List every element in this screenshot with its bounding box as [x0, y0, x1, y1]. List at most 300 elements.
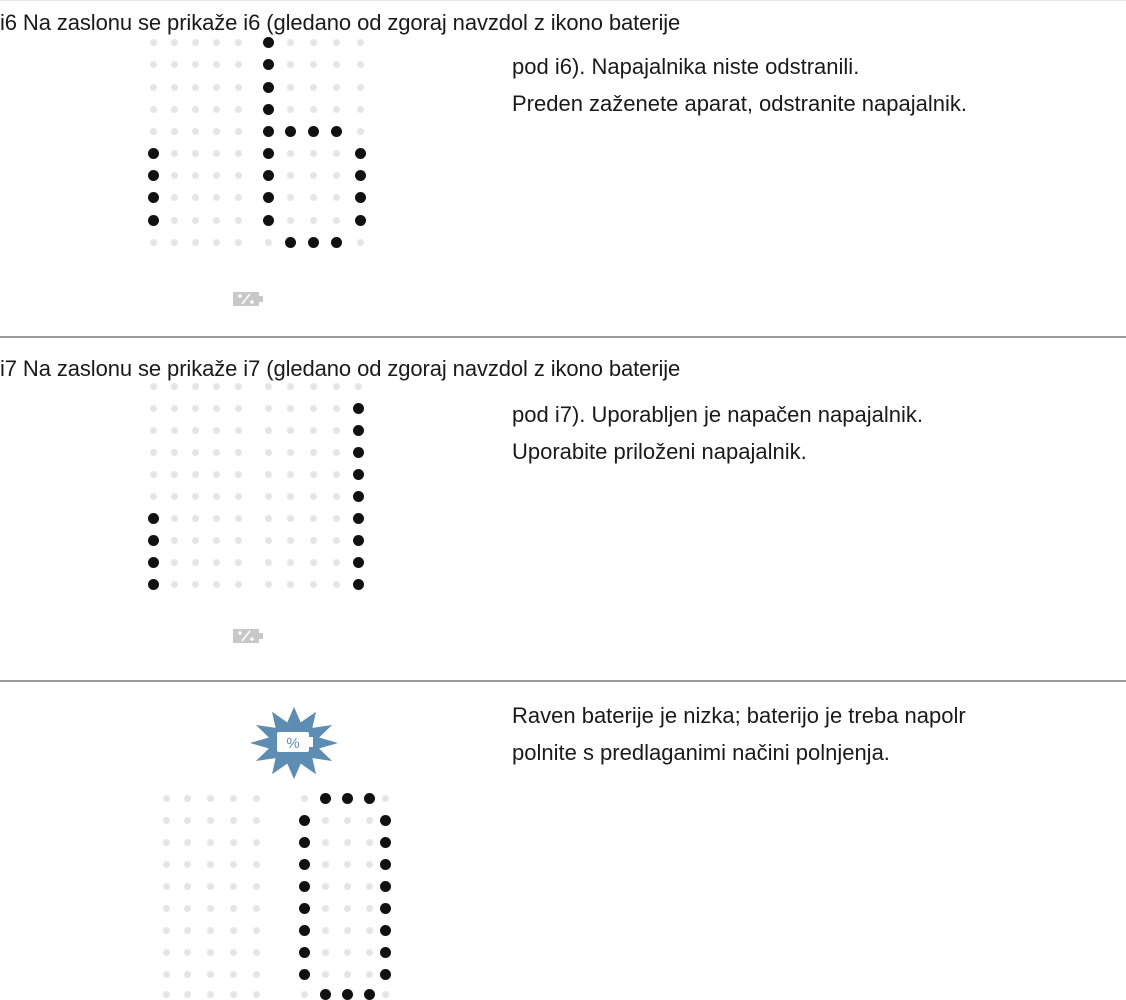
section-heading: i7 Na zaslonu se prikaže i7 (gledano od zgoraj navzdol z ikono baterije [0, 356, 681, 381]
battery-warning-icon [233, 629, 263, 643]
display-dot-lit [380, 947, 391, 958]
display-dot-unlit [366, 927, 373, 934]
display-dot-lit [148, 535, 159, 546]
display-dot-unlit [287, 559, 294, 566]
display-dot-lit [331, 237, 342, 248]
display-dot-unlit [213, 217, 220, 224]
display-dot-lit [299, 837, 310, 848]
display-dot-lit [148, 215, 159, 226]
display-dot-unlit [253, 795, 260, 802]
display-dot-lit [263, 59, 274, 70]
display-dot-unlit [184, 817, 191, 824]
display-dot-unlit [192, 106, 199, 113]
display-dot-unlit [163, 971, 170, 978]
display-dot-unlit [287, 383, 294, 390]
display-dot-lit [380, 837, 391, 848]
display-dot-unlit [213, 383, 220, 390]
display-dot-unlit [207, 817, 214, 824]
display-dot-unlit [192, 515, 199, 522]
display-dot-unlit [357, 239, 364, 246]
display-dot-lit [380, 859, 391, 870]
display-dot-lit [380, 925, 391, 936]
display-dot-lit [355, 215, 366, 226]
display-dot-lit [148, 192, 159, 203]
display-dot-unlit [333, 581, 340, 588]
badge-percent: % [286, 735, 300, 752]
display-dot-unlit [171, 172, 178, 179]
display-dot-unlit [366, 883, 373, 890]
display-dot-unlit [235, 39, 242, 46]
display-dot-unlit [171, 581, 178, 588]
display-dot-unlit [287, 471, 294, 478]
display-dot-unlit [310, 106, 317, 113]
display-dot-unlit [163, 927, 170, 934]
display-dot-unlit [192, 239, 199, 246]
display-dot-unlit [265, 515, 272, 522]
display-dot-unlit [333, 106, 340, 113]
display-dot-unlit [253, 839, 260, 846]
display-dot-unlit [171, 84, 178, 91]
display-dot-unlit [235, 172, 242, 179]
display-dot-unlit [366, 905, 373, 912]
section-i6 [0, 0, 1126, 338]
description-line: pod i7). Uporabljen je napačen napajalnik. [512, 402, 923, 427]
display-dot-unlit [213, 427, 220, 434]
display-dot-lit [285, 126, 296, 137]
display-dot-unlit [344, 883, 351, 890]
display-dot-unlit [357, 84, 364, 91]
display-dot-unlit [344, 949, 351, 956]
display-dot-unlit [150, 427, 157, 434]
display-dot-unlit [230, 861, 237, 868]
display-dot-lit [353, 491, 364, 502]
display-dot-unlit [357, 106, 364, 113]
section-description [512, 396, 923, 470]
display-dot-lit [263, 37, 274, 48]
display-dot-unlit [207, 949, 214, 956]
display-dot-unlit [265, 471, 272, 478]
display-dot-lit [355, 170, 366, 181]
description-line: pod i6). Napajalnika niste odstranili. [512, 54, 860, 79]
display-dot-unlit [235, 537, 242, 544]
display-dot-unlit [322, 949, 329, 956]
display-dot-unlit [192, 150, 199, 157]
display-dot-unlit [235, 449, 242, 456]
display-dot-unlit [265, 581, 272, 588]
display-dot-unlit [287, 449, 294, 456]
display-dot-unlit [310, 194, 317, 201]
display-dot-lit [299, 903, 310, 914]
display-dot-unlit [150, 405, 157, 412]
display-dot-unlit [192, 217, 199, 224]
display-dot-unlit [310, 61, 317, 68]
display-dot-unlit [213, 150, 220, 157]
display-dot-unlit [235, 128, 242, 135]
display-dot-unlit [230, 817, 237, 824]
display-dot-unlit [171, 128, 178, 135]
display-dot-unlit [192, 493, 199, 500]
display-dot-unlit [192, 449, 199, 456]
section-heading: i6 Na zaslonu se prikaže i6 (gledano od zgoraj navzdol z ikono baterije [0, 10, 681, 35]
display-dot-unlit [366, 817, 373, 824]
display-dot-unlit [235, 515, 242, 522]
display-dot-unlit [192, 84, 199, 91]
display-dot-unlit [230, 839, 237, 846]
display-dot-unlit [163, 991, 170, 998]
display-dot-lit [364, 989, 375, 1000]
display-dot-unlit [333, 559, 340, 566]
display-dot-unlit [235, 217, 242, 224]
display-dot-unlit [213, 84, 220, 91]
display-dot-lit [353, 469, 364, 480]
display-dot-unlit [213, 128, 220, 135]
display-dot-unlit [235, 150, 242, 157]
display-dot-unlit [322, 905, 329, 912]
display-dot-unlit [184, 991, 191, 998]
display-dot-unlit [150, 493, 157, 500]
display-dot-unlit [265, 383, 272, 390]
display-dot-lit [355, 192, 366, 203]
display-dot-unlit [357, 61, 364, 68]
display-dot-unlit [171, 239, 178, 246]
display-dot-unlit [344, 839, 351, 846]
display-dot-lit [353, 513, 364, 524]
display-dot-unlit [333, 217, 340, 224]
display-dot-lit [299, 947, 310, 958]
display-dot-lit [342, 793, 353, 804]
display-dot-unlit [207, 883, 214, 890]
display-dot-unlit [344, 927, 351, 934]
display-dot-unlit [184, 905, 191, 912]
display-dot-unlit [163, 905, 170, 912]
display-dot-unlit [230, 905, 237, 912]
display-dot-unlit [235, 559, 242, 566]
display-dot-lit [148, 170, 159, 181]
display-dot-unlit [344, 817, 351, 824]
display-dot-unlit [213, 405, 220, 412]
display-dot-unlit [310, 493, 317, 500]
display-dot-unlit [366, 839, 373, 846]
display-dot-unlit [287, 405, 294, 412]
section-description [512, 697, 966, 771]
display-dot-unlit [322, 839, 329, 846]
display-dot-lit [380, 815, 391, 826]
display-dot-unlit [322, 971, 329, 978]
description-line: polnite s predlaganimi načini polnjenja. [512, 740, 890, 765]
display-dot-unlit [287, 581, 294, 588]
display-dot-lit [380, 903, 391, 914]
display-dot-unlit [333, 39, 340, 46]
display-dot-unlit [322, 883, 329, 890]
display-dot-unlit [192, 61, 199, 68]
display-dot-unlit [192, 128, 199, 135]
display-dot-unlit [366, 949, 373, 956]
display-dot-unlit [213, 106, 220, 113]
display-dot-unlit [322, 817, 329, 824]
display-dot-unlit [192, 471, 199, 478]
display-dot-unlit [235, 84, 242, 91]
display-dot-unlit [184, 927, 191, 934]
display-dot-lit [148, 513, 159, 524]
display-dot-unlit [287, 427, 294, 434]
display-dot-lit [364, 793, 375, 804]
display-dot-unlit [287, 217, 294, 224]
display-dot-lit [380, 881, 391, 892]
display-dot-unlit [171, 427, 178, 434]
display-dot-unlit [171, 61, 178, 68]
section-description [512, 48, 967, 122]
display-dot-unlit [192, 172, 199, 179]
display-dot-unlit [253, 927, 260, 934]
section-low-battery [0, 680, 1126, 999]
display-dot-unlit [163, 861, 170, 868]
display-dot-unlit [344, 971, 351, 978]
section-i7 [0, 338, 1126, 680]
display-dot-unlit [235, 106, 242, 113]
display-dot-unlit [265, 559, 272, 566]
display-dot-lit [148, 579, 159, 590]
display-dot-unlit [171, 405, 178, 412]
display-dot-unlit [265, 449, 272, 456]
display-dot-lit [380, 969, 391, 980]
display-dot-unlit [310, 471, 317, 478]
display-dot-unlit [235, 61, 242, 68]
dot-matrix-display [0, 0, 420, 338]
display-dot-unlit [171, 106, 178, 113]
dot-matrix-display [0, 338, 420, 680]
display-dot-lit [353, 447, 364, 458]
display-dot-lit [320, 989, 331, 1000]
display-dot-unlit [366, 861, 373, 868]
display-dot-unlit [287, 84, 294, 91]
display-dot-unlit [150, 84, 157, 91]
display-dot-unlit [192, 383, 199, 390]
display-dot-unlit [192, 194, 199, 201]
display-dot-unlit [333, 493, 340, 500]
display-dot-unlit [213, 239, 220, 246]
display-dot-unlit [171, 194, 178, 201]
display-dot-unlit [310, 39, 317, 46]
display-dot-lit [353, 535, 364, 546]
display-dot-unlit [235, 405, 242, 412]
display-dot-unlit [333, 537, 340, 544]
display-dot-unlit [171, 383, 178, 390]
display-dot-unlit [235, 581, 242, 588]
display-dot-unlit [150, 383, 157, 390]
display-dot-lit [263, 82, 274, 93]
display-dot-unlit [357, 128, 364, 135]
display-dot-unlit [171, 471, 178, 478]
display-dot-unlit [333, 449, 340, 456]
display-dot-unlit [213, 172, 220, 179]
display-dot-unlit [235, 383, 242, 390]
display-dot-unlit [230, 927, 237, 934]
battery-warning-icon [233, 292, 263, 306]
display-dot-unlit [355, 383, 362, 390]
display-dot-lit [353, 557, 364, 568]
display-dot-lit [148, 557, 159, 568]
display-dot-unlit [213, 581, 220, 588]
display-dot-unlit [310, 449, 317, 456]
display-dot-unlit [207, 861, 214, 868]
display-dot-unlit [235, 493, 242, 500]
display-dot-unlit [150, 128, 157, 135]
display-dot-unlit [253, 991, 260, 998]
display-dot-unlit [265, 493, 272, 500]
display-dot-unlit [265, 427, 272, 434]
display-dot-unlit [287, 172, 294, 179]
display-dot-unlit [333, 172, 340, 179]
display-dot-unlit [171, 39, 178, 46]
display-dot-unlit [163, 817, 170, 824]
display-dot-unlit [253, 971, 260, 978]
display-dot-unlit [213, 194, 220, 201]
display-dot-lit [299, 815, 310, 826]
display-dot-unlit [382, 795, 389, 802]
display-dot-lit [299, 881, 310, 892]
display-dot-unlit [382, 991, 389, 998]
display-dot-unlit [366, 971, 373, 978]
display-dot-unlit [184, 795, 191, 802]
display-dot-unlit [253, 949, 260, 956]
display-dot-unlit [213, 61, 220, 68]
display-dot-unlit [230, 971, 237, 978]
display-dot-unlit [184, 971, 191, 978]
display-dot-unlit [333, 427, 340, 434]
display-dot-lit [299, 925, 310, 936]
display-dot-unlit [184, 883, 191, 890]
display-dot-lit [148, 148, 159, 159]
description-line: Preden zaženete aparat, odstranite napajalnik. [512, 91, 967, 116]
display-dot-unlit [333, 383, 340, 390]
display-dot-lit [299, 859, 310, 870]
display-dot-unlit [207, 905, 214, 912]
display-dot-unlit [192, 537, 199, 544]
display-dot-unlit [192, 427, 199, 434]
display-dot-unlit [310, 172, 317, 179]
display-dot-unlit [333, 405, 340, 412]
display-dot-unlit [184, 949, 191, 956]
display-dot-unlit [171, 537, 178, 544]
display-dot-lit [353, 579, 364, 590]
display-dot-unlit [213, 471, 220, 478]
display-dot-unlit [235, 427, 242, 434]
display-dot-unlit [163, 839, 170, 846]
display-dot-unlit [171, 493, 178, 500]
display-dot-unlit [310, 217, 317, 224]
display-dot-unlit [310, 559, 317, 566]
display-dot-unlit [310, 581, 317, 588]
display-dot-unlit [192, 581, 199, 588]
display-dot-unlit [310, 405, 317, 412]
display-dot-unlit [230, 883, 237, 890]
display-dot-unlit [163, 795, 170, 802]
display-dot-unlit [287, 150, 294, 157]
display-dot-lit [263, 192, 274, 203]
display-dot-unlit [310, 383, 317, 390]
display-dot-unlit [150, 39, 157, 46]
display-dot-unlit [235, 194, 242, 201]
display-dot-lit [353, 425, 364, 436]
display-dot-lit [263, 170, 274, 181]
display-dot-unlit [301, 795, 308, 802]
display-dot-lit [263, 148, 274, 159]
display-dot-lit [353, 403, 364, 414]
display-dot-unlit [301, 991, 308, 998]
display-dot-lit [299, 969, 310, 980]
display-dot-unlit [344, 905, 351, 912]
display-dot-unlit [213, 449, 220, 456]
display-dot-unlit [171, 217, 178, 224]
display-dot-lit [331, 126, 342, 137]
display-dot-unlit [287, 106, 294, 113]
display-dot-unlit [171, 150, 178, 157]
display-dot-unlit [192, 405, 199, 412]
display-dot-unlit [333, 84, 340, 91]
display-dot-unlit [344, 861, 351, 868]
display-dot-unlit [230, 949, 237, 956]
display-dot-unlit [253, 883, 260, 890]
display-dot-unlit [287, 61, 294, 68]
display-dot-unlit [213, 515, 220, 522]
display-dot-unlit [357, 39, 364, 46]
display-dot-unlit [163, 883, 170, 890]
display-dot-unlit [310, 515, 317, 522]
display-dot-unlit [287, 537, 294, 544]
display-dot-unlit [333, 150, 340, 157]
display-dot-unlit [253, 817, 260, 824]
display-dot-unlit [265, 239, 272, 246]
display-dot-unlit [184, 839, 191, 846]
display-dot-unlit [310, 537, 317, 544]
dot-matrix-display [0, 680, 420, 999]
display-dot-unlit [230, 795, 237, 802]
display-dot-unlit [265, 537, 272, 544]
display-dot-unlit [230, 991, 237, 998]
display-dot-unlit [322, 927, 329, 934]
display-dot-unlit [287, 515, 294, 522]
display-dot-unlit [333, 61, 340, 68]
display-dot-unlit [310, 150, 317, 157]
display-dot-unlit [207, 991, 214, 998]
display-dot-unlit [184, 861, 191, 868]
display-dot-lit [342, 989, 353, 1000]
display-dot-unlit [192, 39, 199, 46]
display-dot-unlit [213, 39, 220, 46]
display-dot-unlit [235, 239, 242, 246]
display-dot-unlit [310, 84, 317, 91]
display-dot-unlit [207, 839, 214, 846]
display-dot-unlit [150, 471, 157, 478]
display-dot-lit [263, 126, 274, 137]
display-dot-unlit [235, 471, 242, 478]
display-dot-unlit [171, 449, 178, 456]
display-dot-unlit [150, 61, 157, 68]
display-dot-unlit [171, 559, 178, 566]
display-dot-unlit [253, 861, 260, 868]
display-dot-lit [263, 215, 274, 226]
display-dot-unlit [265, 405, 272, 412]
display-dot-unlit [333, 515, 340, 522]
display-dot-lit [355, 148, 366, 159]
display-dot-unlit [192, 559, 199, 566]
display-dot-unlit [287, 194, 294, 201]
display-dot-unlit [171, 515, 178, 522]
description-line: Uporabite priloženi napajalnik. [512, 439, 807, 464]
display-dot-unlit [333, 471, 340, 478]
display-dot-lit [263, 104, 274, 115]
display-dot-unlit [163, 949, 170, 956]
